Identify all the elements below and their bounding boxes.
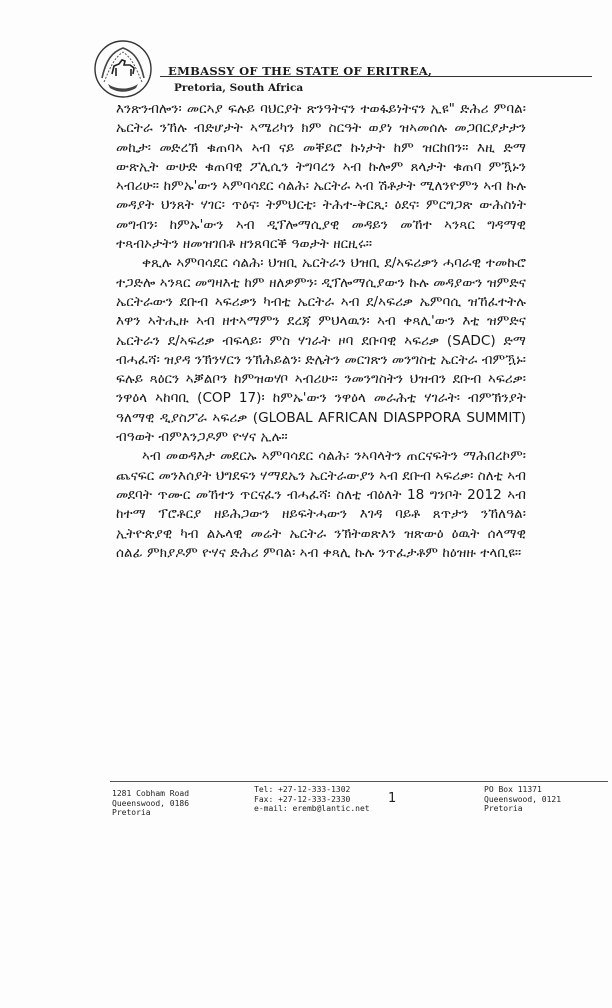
footer-fax: Fax: +27-12-333-2330 <box>254 794 351 804</box>
footer-address-line: Pretoria <box>112 808 151 817</box>
footer-address-line: Queenswood, 0186 <box>112 798 190 808</box>
footer-po-box: PO Box 11371 <box>484 785 542 794</box>
embassy-location: Pretoria, South Africa <box>174 82 304 94</box>
footer-po-city: Queenswood, 0121 <box>484 794 562 804</box>
footer-tel: Tel: +27-12-333-1302 <box>254 785 351 794</box>
page-number: 1 <box>388 791 397 806</box>
footer-street-address <box>112 789 189 818</box>
embassy-name: EMBASSY OF THE STATE OF ERITREA, <box>168 64 433 78</box>
eritrea-emblem-icon <box>92 38 154 100</box>
footer-po-region: Pretoria <box>484 804 523 813</box>
footer-address-line: 1281 Cobham Road <box>112 789 190 798</box>
footer-email: e-mail: eremb@lantic.net <box>254 804 370 813</box>
header-divider <box>160 76 592 77</box>
footer-postal-address <box>484 785 561 814</box>
body-paragraph: እንጽንብሎን፡ መርኣያ ፍሉይ ባህርያት ጽንዓትናን ተወፋይነትናን ኢዩ" ድሕሪ ምባል፡ ኤርትራ ንኸሉ ብድሆታት ኣሜሪካን ክም ስርዓት ወያነ ዝኣመሰሉ መጋበርያታታን መኪታ፡ መድረኽ ቁጠባኣ ኣብ ናይ መቐይሮ ኩነታት ከም ዝርከበን። እዚ ድማ ውጽኢት ውሁድ ቁጠባዊ ፖሊሲን ትግባረን ኣብ ኩሎም ጸላታት ቁጠባ ምዃኑን ኣብሪሁ። ከምኡ'ውን ኣምባሳደር ሳልሕ፡ ኤርትራ ኣብ ሽቶታት ሚለንዮምን ኣብ ኩሉ መዳያት ህንጸት ሃገር፡ ጥዕና፡ ትምህርቲ፡ ትሕተ-ቅርጺ፡ ዕደና፡ ምርግጋጽ ውሕስነት መግብን፡ ከምኡ'ውን ኣብ ዲፕሎማሲያዊ መዳይን መኸተ ኣንጻር ግዳማዊ ተጻብኦታትን ዘመዝገበቶ ዘንጸባርቕ ዓወታት ዘርዚሩ። <box>116 101 526 253</box>
body-paragraph: ኣብ መወዳእታ መደርኡ ኣምባሳደር ሳልሕ፡ ንኣባላትን ጠርናፍትን ማሕበረኮም፡ ጨናፍር መንእሰያት ህግደፍን ሃማደኤን ኤርትራውያን ኣብ ደቡብ ኣፍሪቃ፡ ስለቲ ኣብ መደባት ጥሙር መኸተን ጥርናፈን ብሓፈሻ፡ ስለቲ ብዕለት 18 ግንቦት 2012 ኣብ ከተማ ፕሮቶርያ ዘይሕጋውን ዘይፍትሓውን እገዳ ባይቶ ጸጥታን ንኸለዓል፡ ኢትዮጵያዊ ካብ ልኡላዊ መሬት ኤርትራ ንኽትወጽእን ዝጽውዕ ዕዉት ሰላማዊ ሰልፊ ምክያዶም ዮሃና ድሕሪ ምባል፡ ኣብ ቀጻሊ ኩሉ ንጥፈታቶም ከዕዝዙ ተላቢዩ። <box>116 448 526 561</box>
body-paragraph: ቀጺሉ ኣምባሳደር ሳልሕ፡ ህዝቢ ኤርትራን ህዝቢ ደ/ኣፍሪቃን ሓባራዊ ተመኩሮ ተጋድሎ ኣንጻር መግዛእቲ ከም ዘለዎምን፡ ዲፕሎማሲያውን ኩሉ መዳያውን ዝምድና ኤርትራውን ደቡብ ኣፍሪቃን ካብቲ ኤርትራ ኣብ ደ/ኣፍሪቃ ኤምባሲ ዝኸፈተትሉ እዋን ኣትሒዙ ኣብ ዘተኣማምን ደረጃ ምህላዉን፡ ኣብ ቀጻሊ'ውን እቲ ዝምድና ኤርትራን ደ/ኣፍሪቃ ብፍላይ፡ ምስ ሃገራት ዞባ ደቡባዊ ኣፍሪቃ (SADC) ድማ ብሓፈሻ፡ ዝያዳ ንኽንሃርን ንኽሕይልን፡ ድሌትን መርገጽን መንግስቲ ኤርትራ ብምዃኑ፡ ፍሉይ ጻዕርን ኣቓልቦን ከምዝወሃቦ ኣብሪሁ። ንመንግስትን ህዝብን ደቡብ ኣፍሪቃ፡ ንዋዕላ ኣከባቢ (COP 17)፡ ከምኡ'ውን ንዋዕላ መራሕቲ ሃገራት፡ ብምኽንያት ዓለማዊ ዲያስፖራ ኣፍሪቃ (GLOBAL AFRICAN DIASPPORA SUMMIT) ብዓወት ብምእንጋዶም ዮሃና ኢሉ። <box>116 255 526 446</box>
footer-contact <box>254 785 370 814</box>
letter-body <box>116 100 526 563</box>
footer-divider <box>110 781 608 782</box>
